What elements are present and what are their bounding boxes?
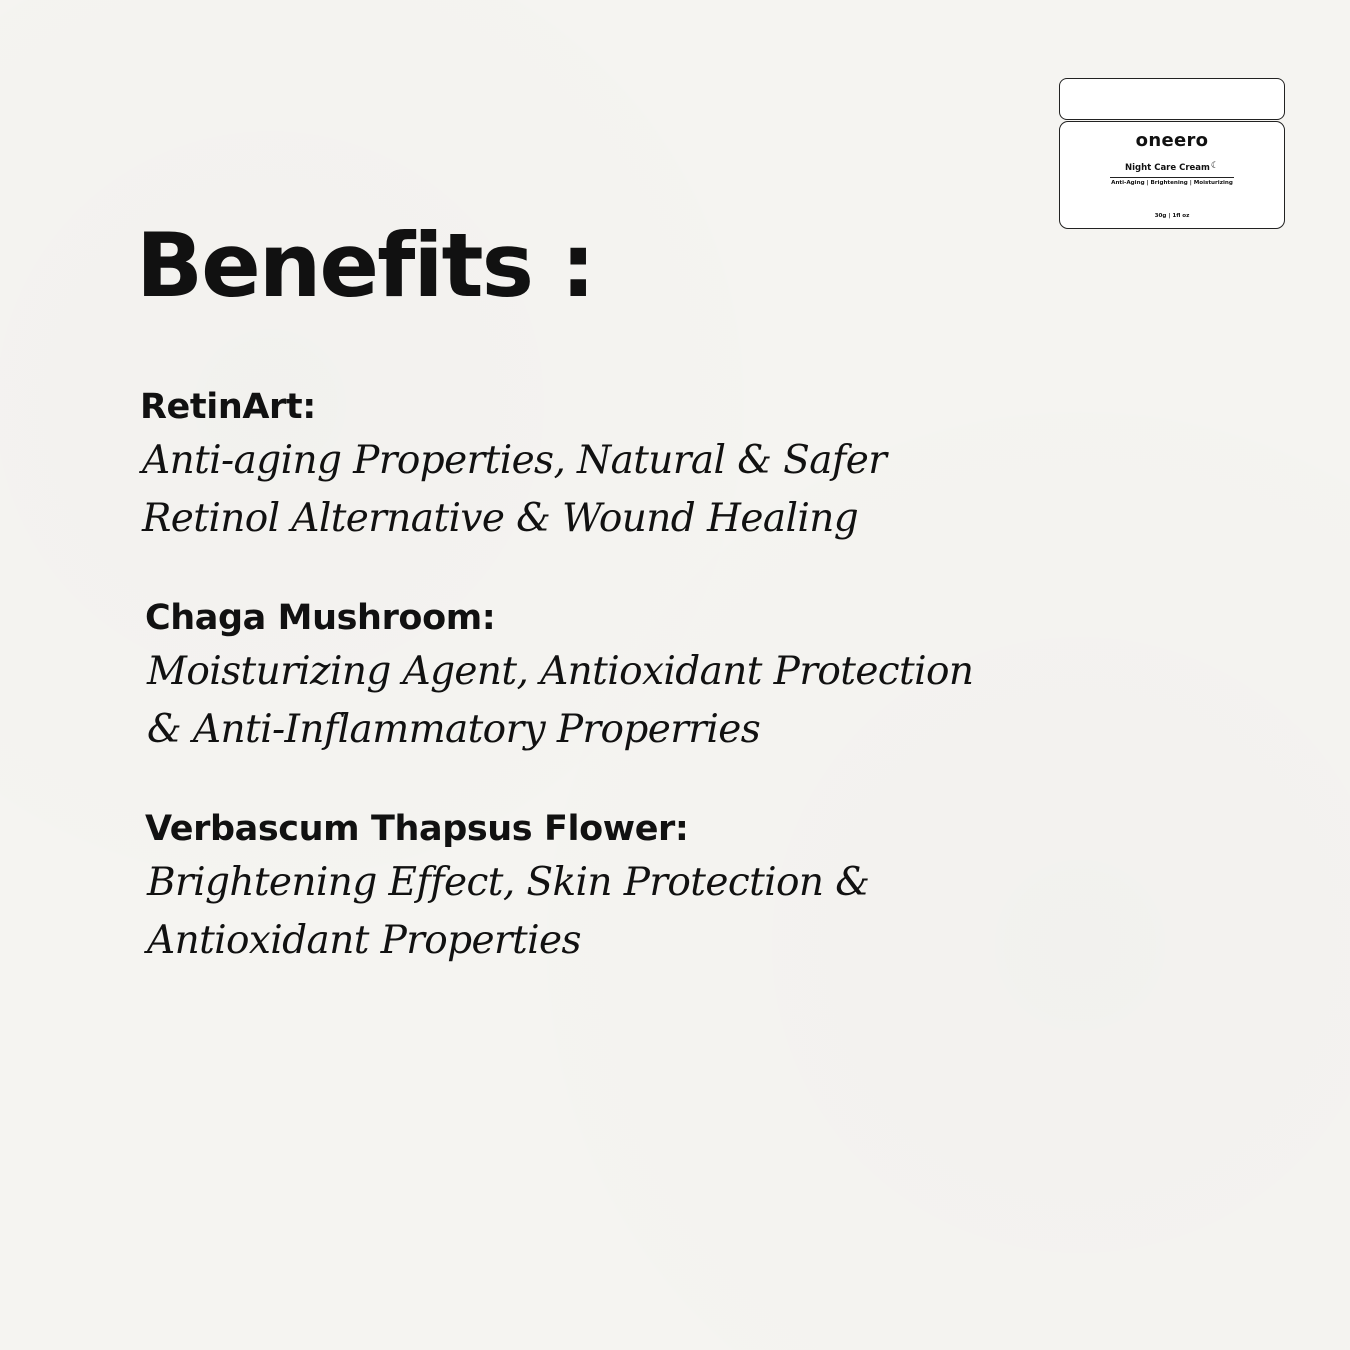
benefit-chaga-mushroom — [145, 595, 973, 759]
benefit-verbascum-thapsus — [145, 806, 869, 970]
benefit-line: Anti-aging Properties, Natural & Safer — [142, 438, 887, 483]
product-jar-illustration — [1059, 78, 1285, 229]
benefit-line: Antioxidant Properties — [147, 918, 581, 963]
benefit-line: Moisturizing Agent, Antioxidant Protection — [147, 649, 974, 694]
jar-lid — [1059, 78, 1285, 120]
crescent-moon-icon: ☾ — [1210, 161, 1219, 171]
jar-brand-name: oneero — [1135, 130, 1209, 151]
benefit-description — [142, 432, 886, 548]
benefit-name: Chaga Mushroom: — [145, 598, 496, 638]
benefit-retinart — [140, 384, 886, 548]
benefit-name: RetinArt: — [140, 387, 316, 427]
benefit-description — [147, 643, 973, 759]
page-title: Benefits : — [136, 214, 594, 317]
jar-tags: Anti-Aging | Brightening | Moisturizing — [1111, 180, 1233, 186]
benefit-description — [147, 854, 869, 970]
benefit-name: Verbascum Thapsus Flower: — [145, 809, 689, 849]
benefit-line: Brightening Effect, Skin Protection & — [147, 860, 870, 905]
benefit-line: & Anti-Inflammatory Properries — [147, 707, 761, 752]
jar-size: 30g | 1fl oz — [1154, 213, 1190, 219]
jar-divider — [1110, 177, 1234, 178]
jar-product-name — [1060, 161, 1284, 173]
jar-body — [1059, 121, 1285, 229]
jar-product-label: Night Care Cream — [1125, 163, 1210, 173]
benefit-line: Retinol Alternative & Wound Healing — [142, 496, 859, 541]
